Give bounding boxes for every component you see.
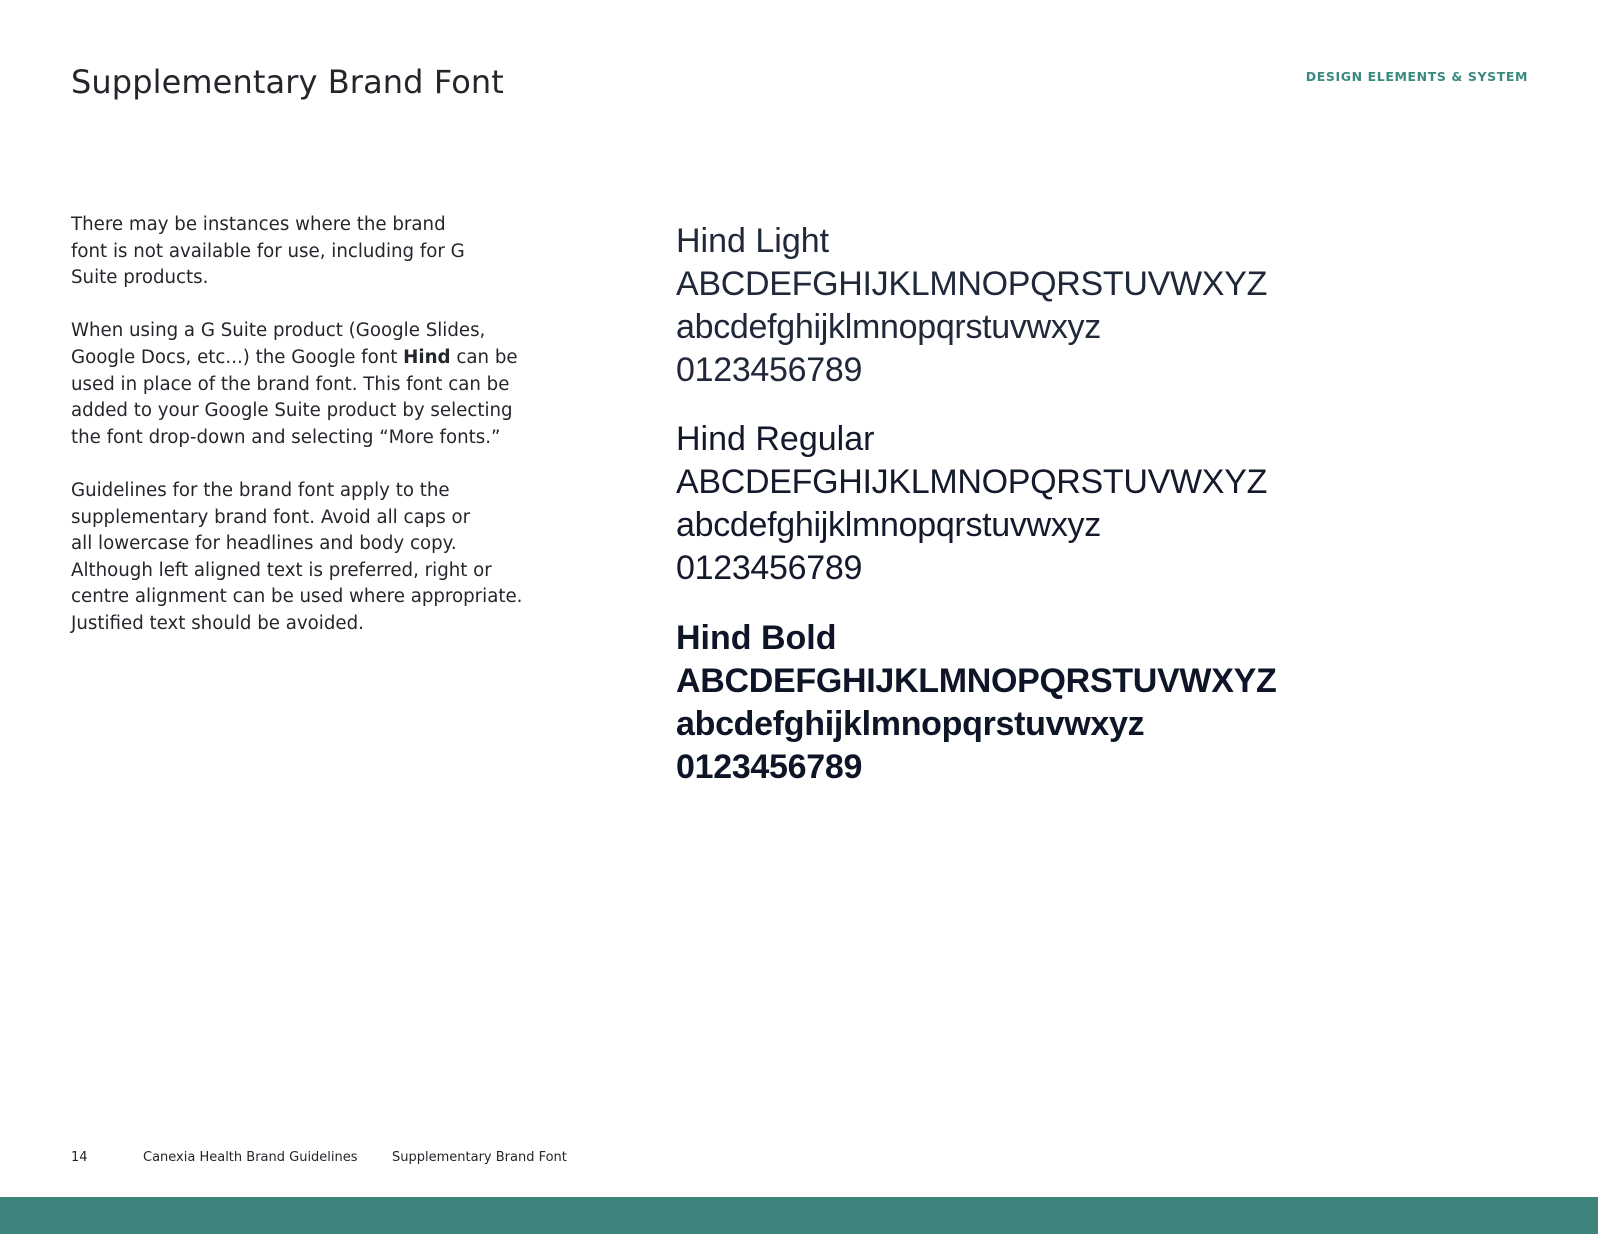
specimen-name: Hind Bold (676, 619, 837, 657)
hind-light-specimen (676, 220, 1536, 392)
bottom-color-bar (0, 1197, 1598, 1234)
specimen-lowercase: abcdefghijklmnopqrstuvwxyz (676, 705, 1145, 743)
hind-regular-specimen (676, 418, 1536, 590)
text-fragment: Google Docs, etc...) the Google font (71, 346, 404, 368)
specimen-uppercase: ABCDEFGHIJKLMNOPQRSTUVWXYZ (676, 265, 1268, 303)
body-copy (71, 212, 561, 664)
text-line: supplementary brand font. Avoid all caps or (71, 506, 471, 528)
text-fragment: can be (450, 346, 518, 368)
specimen-name: Hind Light (676, 222, 830, 260)
section-label: DESIGN ELEMENTS & SYSTEM (1305, 69, 1528, 84)
text-line: font is not available for use, including for G (71, 240, 465, 262)
text-line: Justified text should be avoided. (71, 612, 364, 634)
text-line: Suite products. (71, 267, 209, 289)
footer-document-title: Canexia Health Brand Guidelines (143, 1150, 358, 1165)
text-line: the font drop-down and selecting “More fonts.” (71, 426, 501, 448)
text-line: Guidelines for the brand font apply to the (71, 479, 450, 501)
specimen-numerals: 0123456789 (676, 748, 863, 786)
specimen-uppercase: ABCDEFGHIJKLMNOPQRSTUVWXYZ (676, 662, 1277, 700)
g-suite-paragraph (71, 318, 561, 451)
hind-font-name: Hind (403, 346, 451, 368)
text-line: added to your Google Suite product by selecting (71, 400, 513, 422)
page-footer (0, 1150, 1598, 1170)
text-line: Although left aligned text is preferred, right or (71, 559, 492, 581)
page-title: Supplementary Brand Font (71, 63, 504, 101)
text-line (71, 345, 561, 372)
guidelines-paragraph (71, 478, 561, 638)
text-line: centre alignment can be used where appropriate. (71, 586, 523, 608)
text-line: There may be instances where the brand (71, 214, 446, 235)
specimen-lowercase: abcdefghijklmnopqrstuvwxyz (676, 506, 1101, 544)
text-line: used in place of the brand font. This font can be (71, 373, 510, 395)
specimen-lowercase: abcdefghijklmnopqrstuvwxyz (676, 308, 1101, 346)
page-number: 14 (71, 1150, 88, 1165)
footer-section-name: Supplementary Brand Font (392, 1150, 567, 1165)
specimen-name: Hind Regular (676, 420, 875, 458)
specimen-uppercase: ABCDEFGHIJKLMNOPQRSTUVWXYZ (676, 463, 1268, 501)
text-line: When using a G Suite product (Google Slides, (71, 320, 486, 342)
text-line: all lowercase for headlines and body copy. (71, 533, 457, 555)
specimen-numerals: 0123456789 (676, 549, 863, 587)
intro-paragraph (71, 212, 561, 292)
specimen-numerals: 0123456789 (676, 351, 863, 389)
hind-bold-specimen (676, 617, 1536, 789)
